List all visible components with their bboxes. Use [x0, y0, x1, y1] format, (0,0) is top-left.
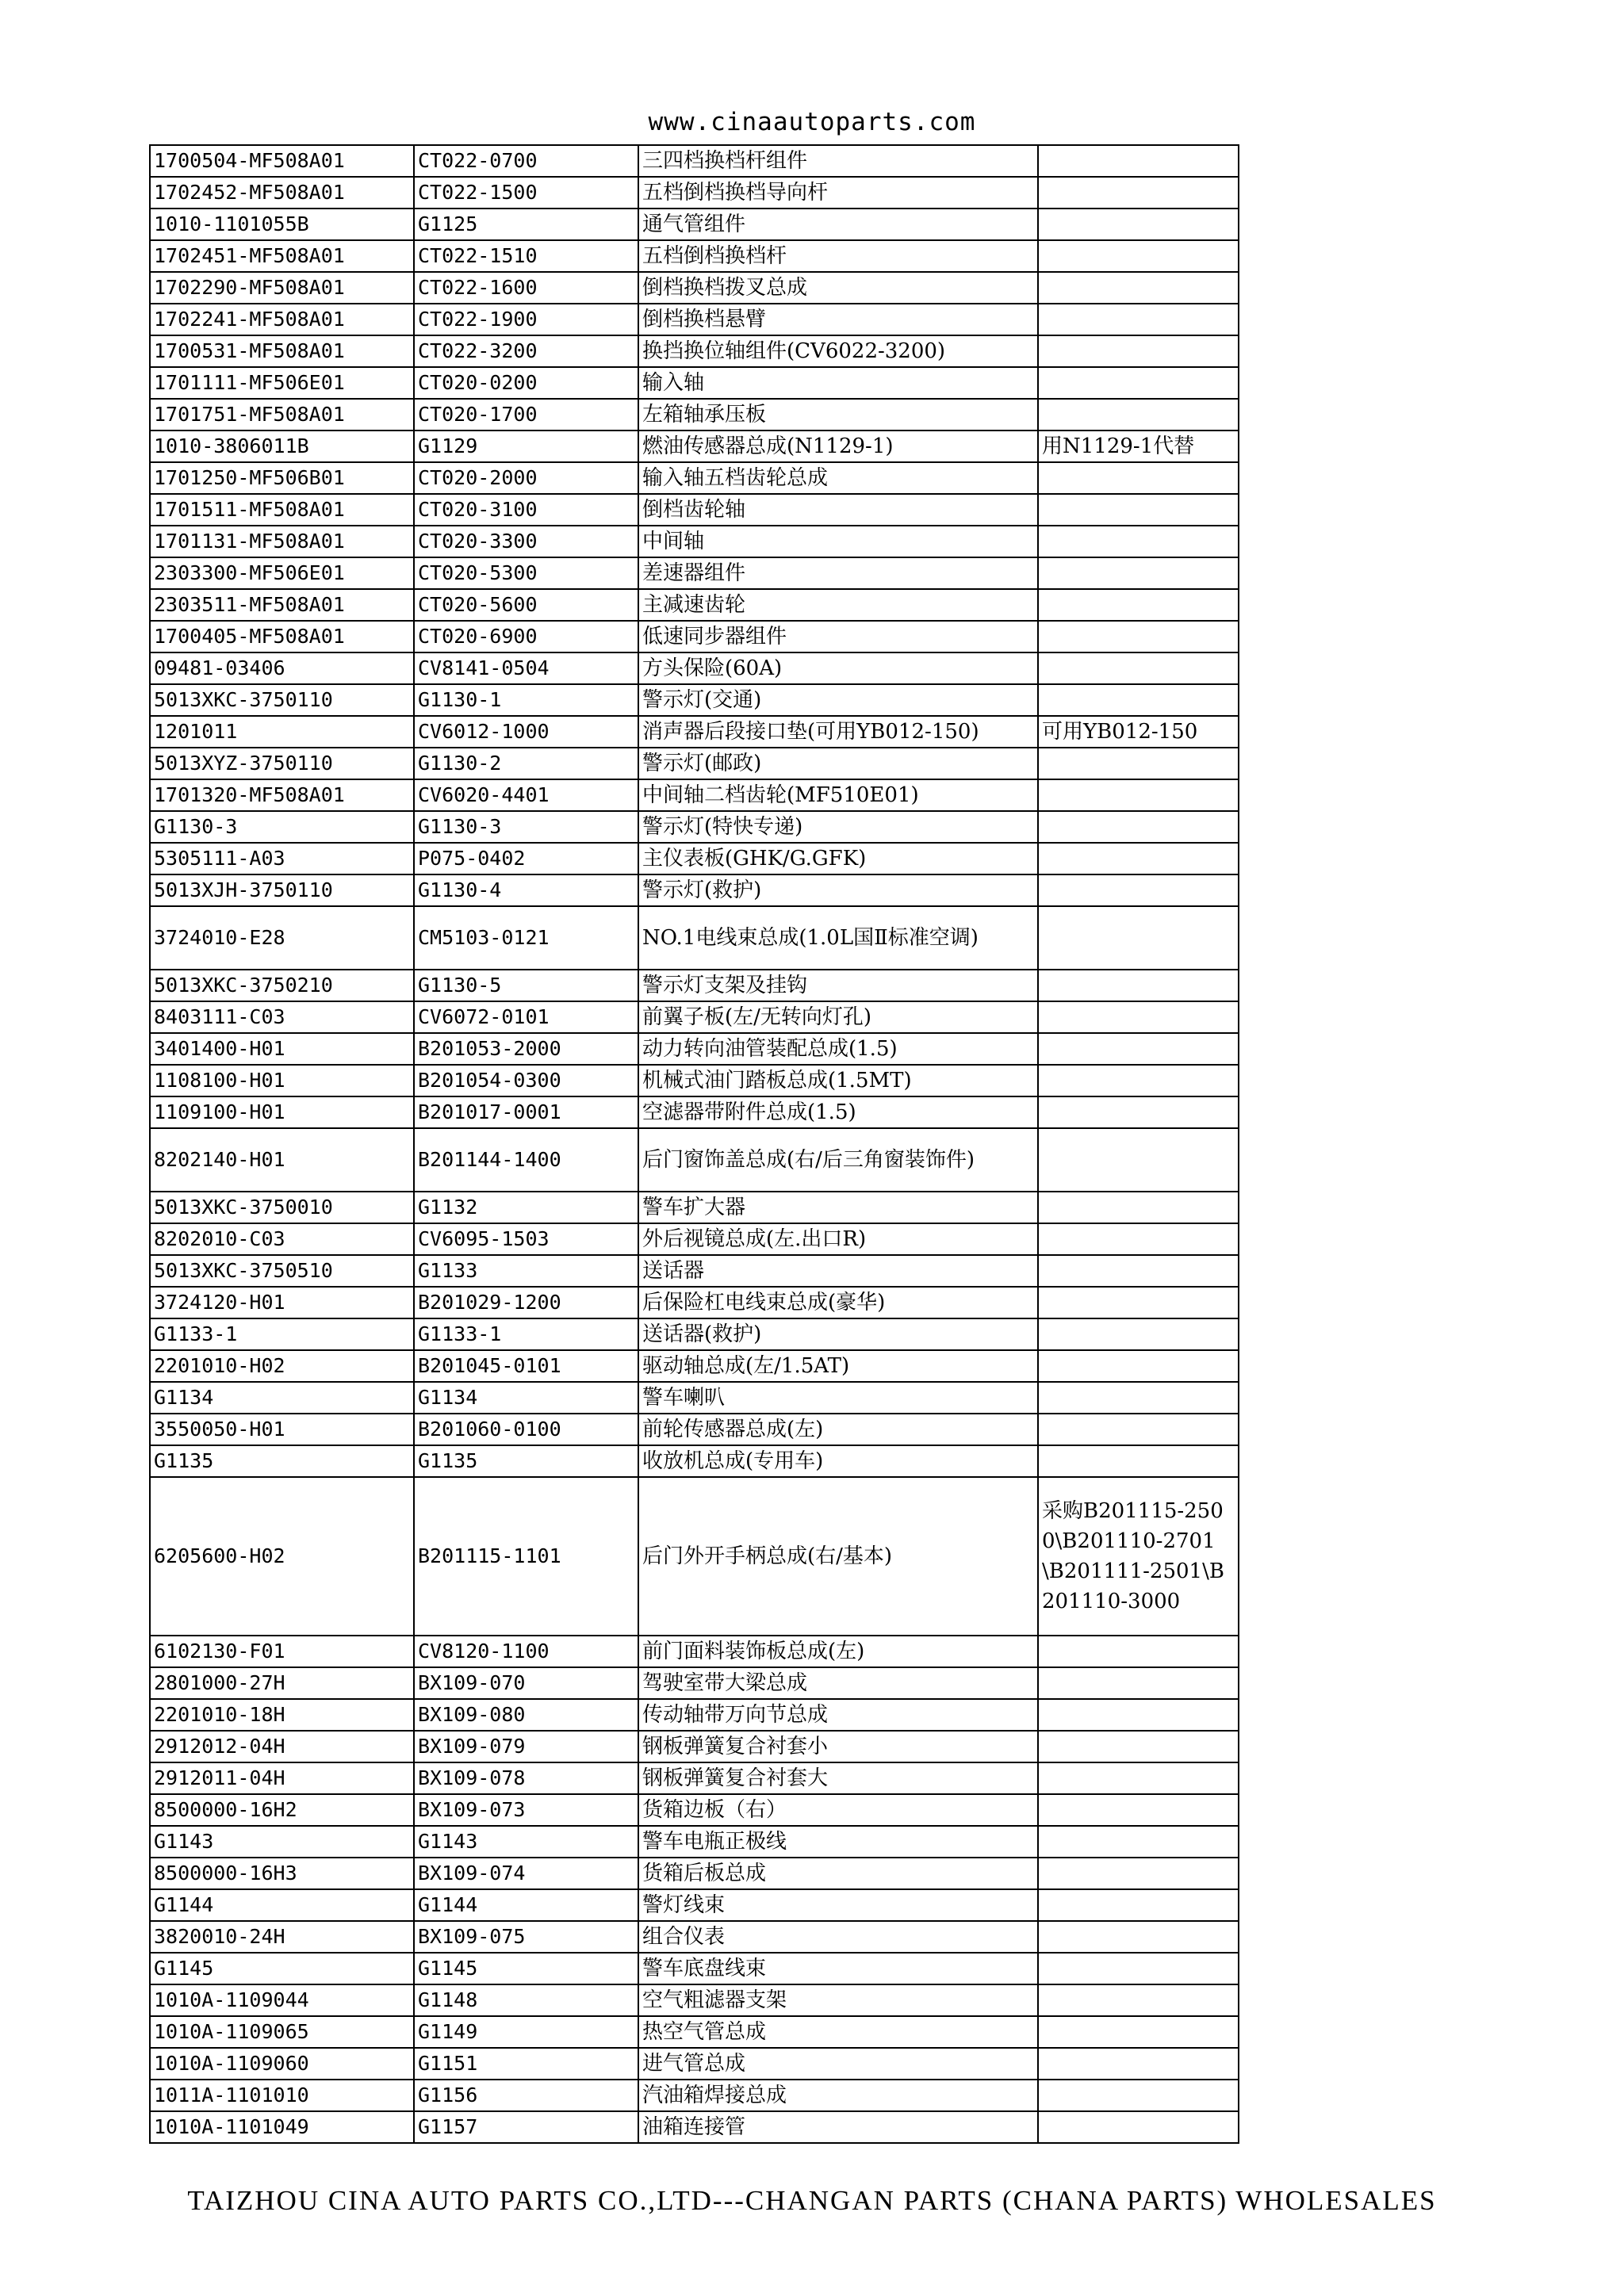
- description-cell: 五档倒档换档杆: [638, 240, 1038, 272]
- remark-cell: [1038, 1826, 1239, 1858]
- remark-cell: [1038, 1096, 1239, 1128]
- part-code-cell: G1130-5: [414, 970, 638, 1001]
- part-code-cell: B201045-0101: [414, 1350, 638, 1382]
- table-row: [150, 1382, 1239, 1414]
- description-cell: 送话器: [638, 1255, 1038, 1287]
- part-code-cell: G1130-2: [414, 748, 638, 779]
- part-code-cell: BX109-080: [414, 1699, 638, 1731]
- table-row: [150, 430, 1239, 462]
- table-row: [150, 1636, 1239, 1667]
- table-row: [150, 1065, 1239, 1096]
- oem-number-cell: 1701511-MF508A01: [150, 494, 414, 526]
- oem-number-cell: 1010A-1101049: [150, 2111, 414, 2143]
- description-cell: 油箱连接管: [638, 2111, 1038, 2143]
- oem-number-cell: G1135: [150, 1445, 414, 1477]
- oem-number-cell: G1133-1: [150, 1318, 414, 1350]
- remark-cell: [1038, 1731, 1239, 1762]
- description-cell: 前门面料装饰板总成(左): [638, 1636, 1038, 1667]
- remark-cell: [1038, 462, 1239, 494]
- description-cell: 主仪表板(GHK/G.GFK): [638, 843, 1038, 874]
- oem-number-cell: 6102130-F01: [150, 1636, 414, 1667]
- oem-number-cell: G1134: [150, 1382, 414, 1414]
- remark-cell: [1038, 304, 1239, 335]
- part-code-cell: G1133: [414, 1255, 638, 1287]
- part-code-cell: CT020-6900: [414, 621, 638, 652]
- remark-cell: [1038, 1001, 1239, 1033]
- table-row: [150, 2080, 1239, 2111]
- remark-cell: [1038, 779, 1239, 811]
- description-cell: 空气粗滤器支架: [638, 1984, 1038, 2016]
- part-code-cell: BX109-073: [414, 1794, 638, 1826]
- remark-cell: [1038, 1255, 1239, 1287]
- table-row: [150, 1445, 1239, 1477]
- oem-number-cell: 1702451-MF508A01: [150, 240, 414, 272]
- table-row: [150, 399, 1239, 430]
- oem-number-cell: 1700504-MF508A01: [150, 145, 414, 177]
- remark-cell: [1038, 1414, 1239, 1445]
- remark-cell: [1038, 1921, 1239, 1953]
- table-row: [150, 1889, 1239, 1921]
- part-code-cell: G1156: [414, 2080, 638, 2111]
- table-row: [150, 462, 1239, 494]
- table-row: [150, 779, 1239, 811]
- table-row: [150, 1667, 1239, 1699]
- table-row: [150, 2111, 1239, 2143]
- part-code-cell: B201053-2000: [414, 1033, 638, 1065]
- table-row: [150, 1731, 1239, 1762]
- table-row: [150, 1953, 1239, 1984]
- oem-number-cell: 1010A-1109044: [150, 1984, 414, 2016]
- table-row: [150, 716, 1239, 748]
- part-code-cell: CT020-1700: [414, 399, 638, 430]
- table-row: [150, 1318, 1239, 1350]
- description-cell: 警灯线束: [638, 1889, 1038, 1921]
- oem-number-cell: 1701751-MF508A01: [150, 399, 414, 430]
- part-code-cell: B201144-1400: [414, 1128, 638, 1192]
- oem-number-cell: 1701320-MF508A01: [150, 779, 414, 811]
- part-code-cell: CV6012-1000: [414, 716, 638, 748]
- remark-cell: [1038, 1350, 1239, 1382]
- page-footer: TAIZHOU CINA AUTO PARTS CO.,LTD---CHANGAN PARTS (CHANA PARTS) WHOLESALES: [187, 2185, 1437, 2216]
- table-row: [150, 240, 1239, 272]
- remark-cell: 可用YB012-150: [1038, 716, 1239, 748]
- description-cell: 汽油箱焊接总成: [638, 2080, 1038, 2111]
- part-code-cell: CT022-0700: [414, 145, 638, 177]
- part-code-cell: CT020-5300: [414, 557, 638, 589]
- oem-number-cell: 1109100-H01: [150, 1096, 414, 1128]
- remark-cell: [1038, 399, 1239, 430]
- table-row: [150, 684, 1239, 716]
- oem-number-cell: 3724120-H01: [150, 1287, 414, 1318]
- part-code-cell: CV8141-0504: [414, 652, 638, 684]
- remark-cell: [1038, 494, 1239, 526]
- table-row: [150, 1762, 1239, 1794]
- part-code-cell: G1132: [414, 1192, 638, 1223]
- oem-number-cell: 5013XKC-3750210: [150, 970, 414, 1001]
- part-code-cell: G1135: [414, 1445, 638, 1477]
- parts-table: [149, 144, 1239, 2144]
- description-cell: 前轮传感器总成(左): [638, 1414, 1038, 1445]
- description-cell: 货箱后板总成: [638, 1858, 1038, 1889]
- table-row: [150, 209, 1239, 240]
- description-cell: 警车扩大器: [638, 1192, 1038, 1223]
- description-cell: 警示灯(救护): [638, 874, 1038, 906]
- oem-number-cell: 2912012-04H: [150, 1731, 414, 1762]
- oem-number-cell: 1701131-MF508A01: [150, 526, 414, 557]
- oem-number-cell: 1702241-MF508A01: [150, 304, 414, 335]
- remark-cell: [1038, 589, 1239, 621]
- oem-number-cell: 3724010-E28: [150, 906, 414, 970]
- part-code-cell: BX109-079: [414, 1731, 638, 1762]
- table-row: [150, 652, 1239, 684]
- table-row: [150, 1826, 1239, 1858]
- table-row: [150, 335, 1239, 367]
- remark-cell: [1038, 335, 1239, 367]
- description-cell: 中间轴: [638, 526, 1038, 557]
- part-code-cell: P075-0402: [414, 843, 638, 874]
- remark-cell: [1038, 874, 1239, 906]
- part-code-cell: CT020-0200: [414, 367, 638, 399]
- table-row: [150, 1001, 1239, 1033]
- remark-cell: [1038, 811, 1239, 843]
- part-code-cell: CT020-3100: [414, 494, 638, 526]
- oem-number-cell: 2201010-H02: [150, 1350, 414, 1382]
- table-row: [150, 2016, 1239, 2048]
- table-row: [150, 1350, 1239, 1382]
- remark-cell: [1038, 272, 1239, 304]
- remark-cell: [1038, 1699, 1239, 1731]
- description-cell: 通气管组件: [638, 209, 1038, 240]
- description-cell: 倒档齿轮轴: [638, 494, 1038, 526]
- part-code-cell: B201060-0100: [414, 1414, 638, 1445]
- description-cell: 警示灯(特快专递): [638, 811, 1038, 843]
- part-code-cell: BX109-075: [414, 1921, 638, 1953]
- table-row: [150, 1192, 1239, 1223]
- oem-number-cell: 09481-03406: [150, 652, 414, 684]
- oem-number-cell: 3401400-H01: [150, 1033, 414, 1065]
- oem-number-cell: 1011A-1101010: [150, 2080, 414, 2111]
- description-cell: 空滤器带附件总成(1.5): [638, 1096, 1038, 1128]
- remark-cell: [1038, 684, 1239, 716]
- part-code-cell: G1157: [414, 2111, 638, 2143]
- description-cell: 钢板弹簧复合衬套小: [638, 1731, 1038, 1762]
- remark-cell: [1038, 177, 1239, 209]
- oem-number-cell: 3550050-H01: [150, 1414, 414, 1445]
- description-cell: 组合仪表: [638, 1921, 1038, 1953]
- description-cell: 钢板弹簧复合衬套大: [638, 1762, 1038, 1794]
- remark-cell: [1038, 1287, 1239, 1318]
- description-cell: 燃油传感器总成(N1129-1): [638, 430, 1038, 462]
- page-header-website: www.cinaautoparts.com: [648, 108, 976, 136]
- remark-cell: [1038, 652, 1239, 684]
- part-code-cell: CV8120-1100: [414, 1636, 638, 1667]
- part-code-cell: G1149: [414, 2016, 638, 2048]
- part-code-cell: BX109-078: [414, 1762, 638, 1794]
- oem-number-cell: 1201011: [150, 716, 414, 748]
- oem-number-cell: 3820010-24H: [150, 1921, 414, 1953]
- part-code-cell: CV6095-1503: [414, 1223, 638, 1255]
- table-row: [150, 748, 1239, 779]
- table-row: [150, 1477, 1239, 1636]
- table-row: [150, 304, 1239, 335]
- part-code-cell: CV6072-0101: [414, 1001, 638, 1033]
- oem-number-cell: 2201010-18H: [150, 1699, 414, 1731]
- oem-number-cell: 1702290-MF508A01: [150, 272, 414, 304]
- description-cell: 三四档换档杆组件: [638, 145, 1038, 177]
- remark-cell: [1038, 1192, 1239, 1223]
- part-code-cell: G1125: [414, 209, 638, 240]
- description-cell: 警示灯(交通): [638, 684, 1038, 716]
- oem-number-cell: 1700531-MF508A01: [150, 335, 414, 367]
- table-row: [150, 557, 1239, 589]
- description-cell: 驾驶室带大梁总成: [638, 1667, 1038, 1699]
- oem-number-cell: 2303511-MF508A01: [150, 589, 414, 621]
- description-cell: 输入轴五档齿轮总成: [638, 462, 1038, 494]
- description-cell: 前翼子板(左/无转向灯孔): [638, 1001, 1038, 1033]
- part-code-cell: G1145: [414, 1953, 638, 1984]
- part-code-cell: B201029-1200: [414, 1287, 638, 1318]
- remark-cell: [1038, 1128, 1239, 1192]
- description-cell: 传动轴带万向节总成: [638, 1699, 1038, 1731]
- remark-cell: [1038, 2080, 1239, 2111]
- description-cell: 警车底盘线束: [638, 1953, 1038, 1984]
- table-row: [150, 494, 1239, 526]
- part-code-cell: B201017-0001: [414, 1096, 638, 1128]
- remark-cell: [1038, 1636, 1239, 1667]
- table-row: [150, 1287, 1239, 1318]
- description-cell: 后门外开手柄总成(右/基本): [638, 1477, 1038, 1636]
- oem-number-cell: 8403111-C03: [150, 1001, 414, 1033]
- part-code-cell: BX109-070: [414, 1667, 638, 1699]
- remark-cell: [1038, 1223, 1239, 1255]
- oem-number-cell: 8500000-16H2: [150, 1794, 414, 1826]
- oem-number-cell: 8500000-16H3: [150, 1858, 414, 1889]
- oem-number-cell: 2912011-04H: [150, 1762, 414, 1794]
- description-cell: NO.1电线束总成(1.0L国Ⅱ标准空调): [638, 906, 1038, 970]
- oem-number-cell: 6205600-H02: [150, 1477, 414, 1636]
- table-row: [150, 811, 1239, 843]
- description-cell: 输入轴: [638, 367, 1038, 399]
- table-row: [150, 1255, 1239, 1287]
- remark-cell: [1038, 1033, 1239, 1065]
- description-cell: 警示灯支架及挂钩: [638, 970, 1038, 1001]
- table-row: [150, 1033, 1239, 1065]
- remark-cell: [1038, 1889, 1239, 1921]
- table-row: [150, 621, 1239, 652]
- parts-table-body: [150, 145, 1239, 2143]
- table-row: [150, 177, 1239, 209]
- oem-number-cell: G1130-3: [150, 811, 414, 843]
- oem-number-cell: G1145: [150, 1953, 414, 1984]
- oem-number-cell: 8202140-H01: [150, 1128, 414, 1192]
- description-cell: 倒档换档拨叉总成: [638, 272, 1038, 304]
- oem-number-cell: 5305111-A03: [150, 843, 414, 874]
- description-cell: 左箱轴承压板: [638, 399, 1038, 430]
- remark-cell: [1038, 1667, 1239, 1699]
- part-code-cell: BX109-074: [414, 1858, 638, 1889]
- description-cell: 换挡换位轴组件(CV6022-3200): [638, 335, 1038, 367]
- remark-cell: [1038, 2111, 1239, 2143]
- part-code-cell: CM5103-0121: [414, 906, 638, 970]
- part-code-cell: G1143: [414, 1826, 638, 1858]
- oem-number-cell: 1010-3806011B: [150, 430, 414, 462]
- remark-cell: [1038, 1953, 1239, 1984]
- part-code-cell: G1151: [414, 2048, 638, 2080]
- remark-cell: [1038, 843, 1239, 874]
- part-code-cell: B201115-1101: [414, 1477, 638, 1636]
- oem-number-cell: 5013XYZ-3750110: [150, 748, 414, 779]
- remark-cell: [1038, 367, 1239, 399]
- table-row: [150, 1921, 1239, 1953]
- part-code-cell: G1133-1: [414, 1318, 638, 1350]
- description-cell: 中间轴二档齿轮(MF510E01): [638, 779, 1038, 811]
- remark-cell: [1038, 1858, 1239, 1889]
- part-code-cell: G1130-1: [414, 684, 638, 716]
- description-cell: 送话器(救护): [638, 1318, 1038, 1350]
- oem-number-cell: 1700405-MF508A01: [150, 621, 414, 652]
- table-row: [150, 367, 1239, 399]
- part-code-cell: CT020-3300: [414, 526, 638, 557]
- remark-cell: [1038, 240, 1239, 272]
- oem-number-cell: 1010A-1109060: [150, 2048, 414, 2080]
- description-cell: 主减速齿轮: [638, 589, 1038, 621]
- remark-cell: [1038, 2016, 1239, 2048]
- description-cell: 驱动轴总成(左/1.5AT): [638, 1350, 1038, 1382]
- description-cell: 热空气管总成: [638, 2016, 1038, 2048]
- oem-number-cell: 1010-1101055B: [150, 209, 414, 240]
- remark-cell: [1038, 145, 1239, 177]
- table-row: [150, 874, 1239, 906]
- table-row: [150, 970, 1239, 1001]
- part-code-cell: CT022-3200: [414, 335, 638, 367]
- description-cell: 收放机总成(专用车): [638, 1445, 1038, 1477]
- remark-cell: [1038, 970, 1239, 1001]
- oem-number-cell: 1701250-MF506B01: [150, 462, 414, 494]
- table-row: [150, 589, 1239, 621]
- description-cell: 后保险杠电线束总成(豪华): [638, 1287, 1038, 1318]
- remark-cell: [1038, 1382, 1239, 1414]
- remark-cell: [1038, 1762, 1239, 1794]
- table-row: [150, 1414, 1239, 1445]
- table-row: [150, 1858, 1239, 1889]
- description-cell: 动力转向油管装配总成(1.5): [638, 1033, 1038, 1065]
- remark-cell: [1038, 557, 1239, 589]
- oem-number-cell: 5013XKC-3750510: [150, 1255, 414, 1287]
- remark-cell: 用N1129-1代替: [1038, 430, 1239, 462]
- oem-number-cell: 5013XJH-3750110: [150, 874, 414, 906]
- part-code-cell: CT022-1600: [414, 272, 638, 304]
- part-code-cell: CT022-1900: [414, 304, 638, 335]
- remark-cell: [1038, 1984, 1239, 2016]
- table-row: [150, 1223, 1239, 1255]
- description-cell: 消声器后段接口垫(可用YB012-150): [638, 716, 1038, 748]
- table-row: [150, 145, 1239, 177]
- oem-number-cell: 1701111-MF506E01: [150, 367, 414, 399]
- description-cell: 五档倒档换档导向杆: [638, 177, 1038, 209]
- description-cell: 机械式油门踏板总成(1.5MT): [638, 1065, 1038, 1096]
- part-code-cell: G1130-3: [414, 811, 638, 843]
- part-code-cell: G1148: [414, 1984, 638, 2016]
- part-code-cell: G1129: [414, 430, 638, 462]
- part-code-cell: B201054-0300: [414, 1065, 638, 1096]
- oem-number-cell: 1010A-1109065: [150, 2016, 414, 2048]
- description-cell: 警车喇叭: [638, 1382, 1038, 1414]
- table-row: [150, 843, 1239, 874]
- remark-cell: 采购B201115-2500\B201110-2701\B201111-2501\B201110-3000: [1038, 1477, 1239, 1636]
- description-cell: 方头保险(60A): [638, 652, 1038, 684]
- table-row: [150, 906, 1239, 970]
- description-cell: 低速同步器组件: [638, 621, 1038, 652]
- table-row: [150, 526, 1239, 557]
- oem-number-cell: 5013XKC-3750110: [150, 684, 414, 716]
- part-code-cell: G1130-4: [414, 874, 638, 906]
- description-cell: 货箱边板（右）: [638, 1794, 1038, 1826]
- remark-cell: [1038, 2048, 1239, 2080]
- table-row: [150, 1699, 1239, 1731]
- description-cell: 警示灯(邮政): [638, 748, 1038, 779]
- oem-number-cell: 1702452-MF508A01: [150, 177, 414, 209]
- description-cell: 倒档换档悬臂: [638, 304, 1038, 335]
- description-cell: 警车电瓶正极线: [638, 1826, 1038, 1858]
- description-cell: 差速器组件: [638, 557, 1038, 589]
- table-row: [150, 1128, 1239, 1192]
- table-row: [150, 1096, 1239, 1128]
- part-code-cell: CT020-5600: [414, 589, 638, 621]
- remark-cell: [1038, 1794, 1239, 1826]
- remark-cell: [1038, 1065, 1239, 1096]
- table-row: [150, 2048, 1239, 2080]
- oem-number-cell: 2303300-MF506E01: [150, 557, 414, 589]
- description-cell: 后门窗饰盖总成(右/后三角窗装饰件): [638, 1128, 1038, 1192]
- part-code-cell: CT022-1510: [414, 240, 638, 272]
- table-row: [150, 1794, 1239, 1826]
- remark-cell: [1038, 748, 1239, 779]
- part-code-cell: G1144: [414, 1889, 638, 1921]
- part-code-cell: G1134: [414, 1382, 638, 1414]
- oem-number-cell: G1143: [150, 1826, 414, 1858]
- oem-number-cell: 8202010-C03: [150, 1223, 414, 1255]
- table-row: [150, 1984, 1239, 2016]
- remark-cell: [1038, 906, 1239, 970]
- remark-cell: [1038, 526, 1239, 557]
- remark-cell: [1038, 209, 1239, 240]
- part-code-cell: CT022-1500: [414, 177, 638, 209]
- remark-cell: [1038, 1318, 1239, 1350]
- oem-number-cell: 2801000-27H: [150, 1667, 414, 1699]
- part-code-cell: CV6020-4401: [414, 779, 638, 811]
- part-code-cell: CT020-2000: [414, 462, 638, 494]
- oem-number-cell: G1144: [150, 1889, 414, 1921]
- table-row: [150, 272, 1239, 304]
- remark-cell: [1038, 1445, 1239, 1477]
- oem-number-cell: 1108100-H01: [150, 1065, 414, 1096]
- oem-number-cell: 5013XKC-3750010: [150, 1192, 414, 1223]
- description-cell: 外后视镜总成(左.出口R): [638, 1223, 1038, 1255]
- remark-cell: [1038, 621, 1239, 652]
- description-cell: 进气管总成: [638, 2048, 1038, 2080]
